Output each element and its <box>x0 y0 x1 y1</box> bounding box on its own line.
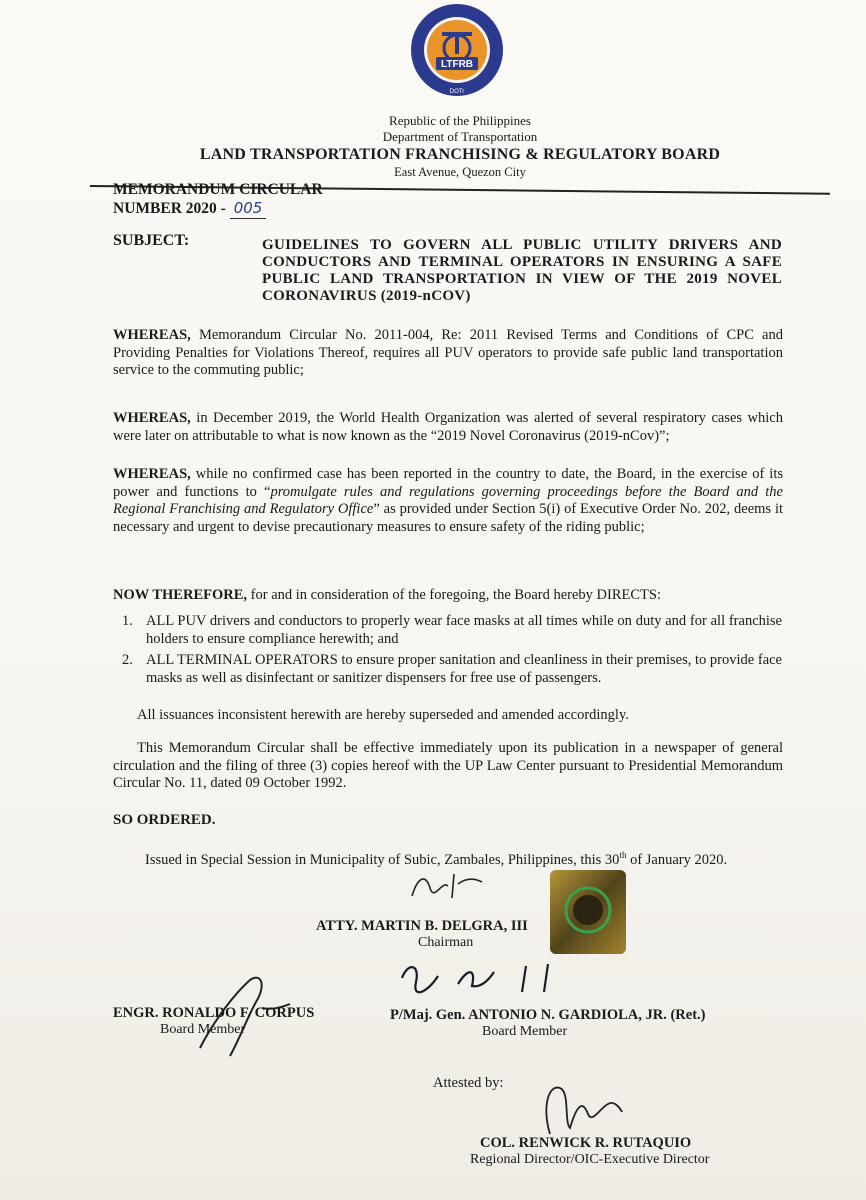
header-board: LAND TRANSPORTATION FRANCHISING & REGULATORY BOARD <box>199 146 721 163</box>
hologram-seal-icon <box>548 868 628 956</box>
subject-text: GUIDELINES TO GOVERN ALL PUBLIC UTILITY DRIVERS AND CONDUCTORS AND TERMINAL OPERATORS IN ENSURING A SAFE PUBLIC LAND TRANSPORTATION IN VIEW OF THE 2019 NOVEL CORONAVIRUS (2019-nCOV) <box>262 237 782 304</box>
director-role: Regional Director/OIC-Executive Director <box>470 1152 710 1167</box>
subject-label: SUBJECT: <box>113 232 190 249</box>
corpus-name: ENGR. RONALDO F. CORPUS <box>113 1005 315 1021</box>
corpus-role: Board Member <box>160 1022 246 1037</box>
header-republic: Republic of the Philippines <box>389 113 531 128</box>
directive-item: 2. ALL TERMINAL OPERATORS to ensure proper sanitation and cleanliness in their premises, to provide face masks as well as disinfectant or sanitizer dispensers for free use of passengers. <box>122 652 782 686</box>
whereas-2: WHEREAS, in December 2019, the World Health Organization was alerted of several respiratory cases which were later on attributable to what is now known as the “2019 Novel Coronavirus (2019-nCov)”; <box>113 410 783 444</box>
so-ordered: SO ORDERED. <box>113 812 216 828</box>
ltfrb-seal-logo <box>398 2 516 102</box>
header-department: Department of Transportation <box>382 129 538 144</box>
svg-text:LTFRB: LTFRB <box>440 59 474 70</box>
supersede-clause: All issuances inconsistent herewith are hereby superseded and amended accordingly. <box>137 707 629 723</box>
now-therefore: NOW THEREFORE, for and in consideration of the foregoing, the Board hereby DIRECTS: <box>113 587 661 603</box>
effectivity-clause: This Memorandum Circular shall be effective immediately upon its publication in a newspaper of general circulation and the filing of three (3) copies hereof with the UP Law Center pursuant to Presidential Memorandum Circular No. 11, dated 09 October 1992. <box>113 740 783 791</box>
whereas-3: WHEREAS, while no confirmed case has been reported in the country to date, the Board, in the exercise of its power and functions to “promulgate rules and regulations governing proceedings before the Board and the Regional Franchising and Regulatory Office” as provided under Section 5(i) of Executive Order No. 202, deems it necessary and urgent to devise precautionary measures to ensure safety of the riding public; <box>113 466 784 535</box>
memo-label: MEMORANDUM CIRCULAR NUMBER 2020 - 005 <box>113 181 323 217</box>
directive-item: 1. ALL PUV drivers and conductors to properly wear face masks at all times while on duty and for all franchise holders to ensure compliance herewith; and <box>122 613 782 647</box>
gardiola-name: P/Maj. Gen. ANTONIO N. GARDIOLA, JR. (Ret.) <box>390 1007 706 1023</box>
chairman-name: ATTY. MARTIN B. DELGRA, III <box>316 918 528 934</box>
attested-label: Attested by: <box>433 1075 504 1091</box>
memo-number: 005 <box>230 199 267 219</box>
gardiola-role: Board Member <box>482 1024 568 1039</box>
chairman-role: Chairman <box>418 935 474 950</box>
chairman-signature <box>408 868 488 904</box>
member-signature <box>398 958 578 998</box>
svg-text:DOTr: DOTr <box>449 89 465 95</box>
issued-statement: Issued in Special Session in Municipality of Subic, Zambales, Philippines, this 30th of January 2020. <box>145 850 728 868</box>
director-signature <box>530 1078 630 1138</box>
header-address: East Avenue, Quezon City <box>394 165 526 179</box>
whereas-1: WHEREAS, Memorandum Circular No. 2011-004, Re: 2011 Revised Terms and Conditions of CPC and Providing Penalties for Violations Thereof, requires all PUV operators to provide safe public land transportation service to the commuting public; <box>113 327 783 378</box>
director-name: COL. RENWICK R. RUTAQUIO <box>480 1135 692 1151</box>
